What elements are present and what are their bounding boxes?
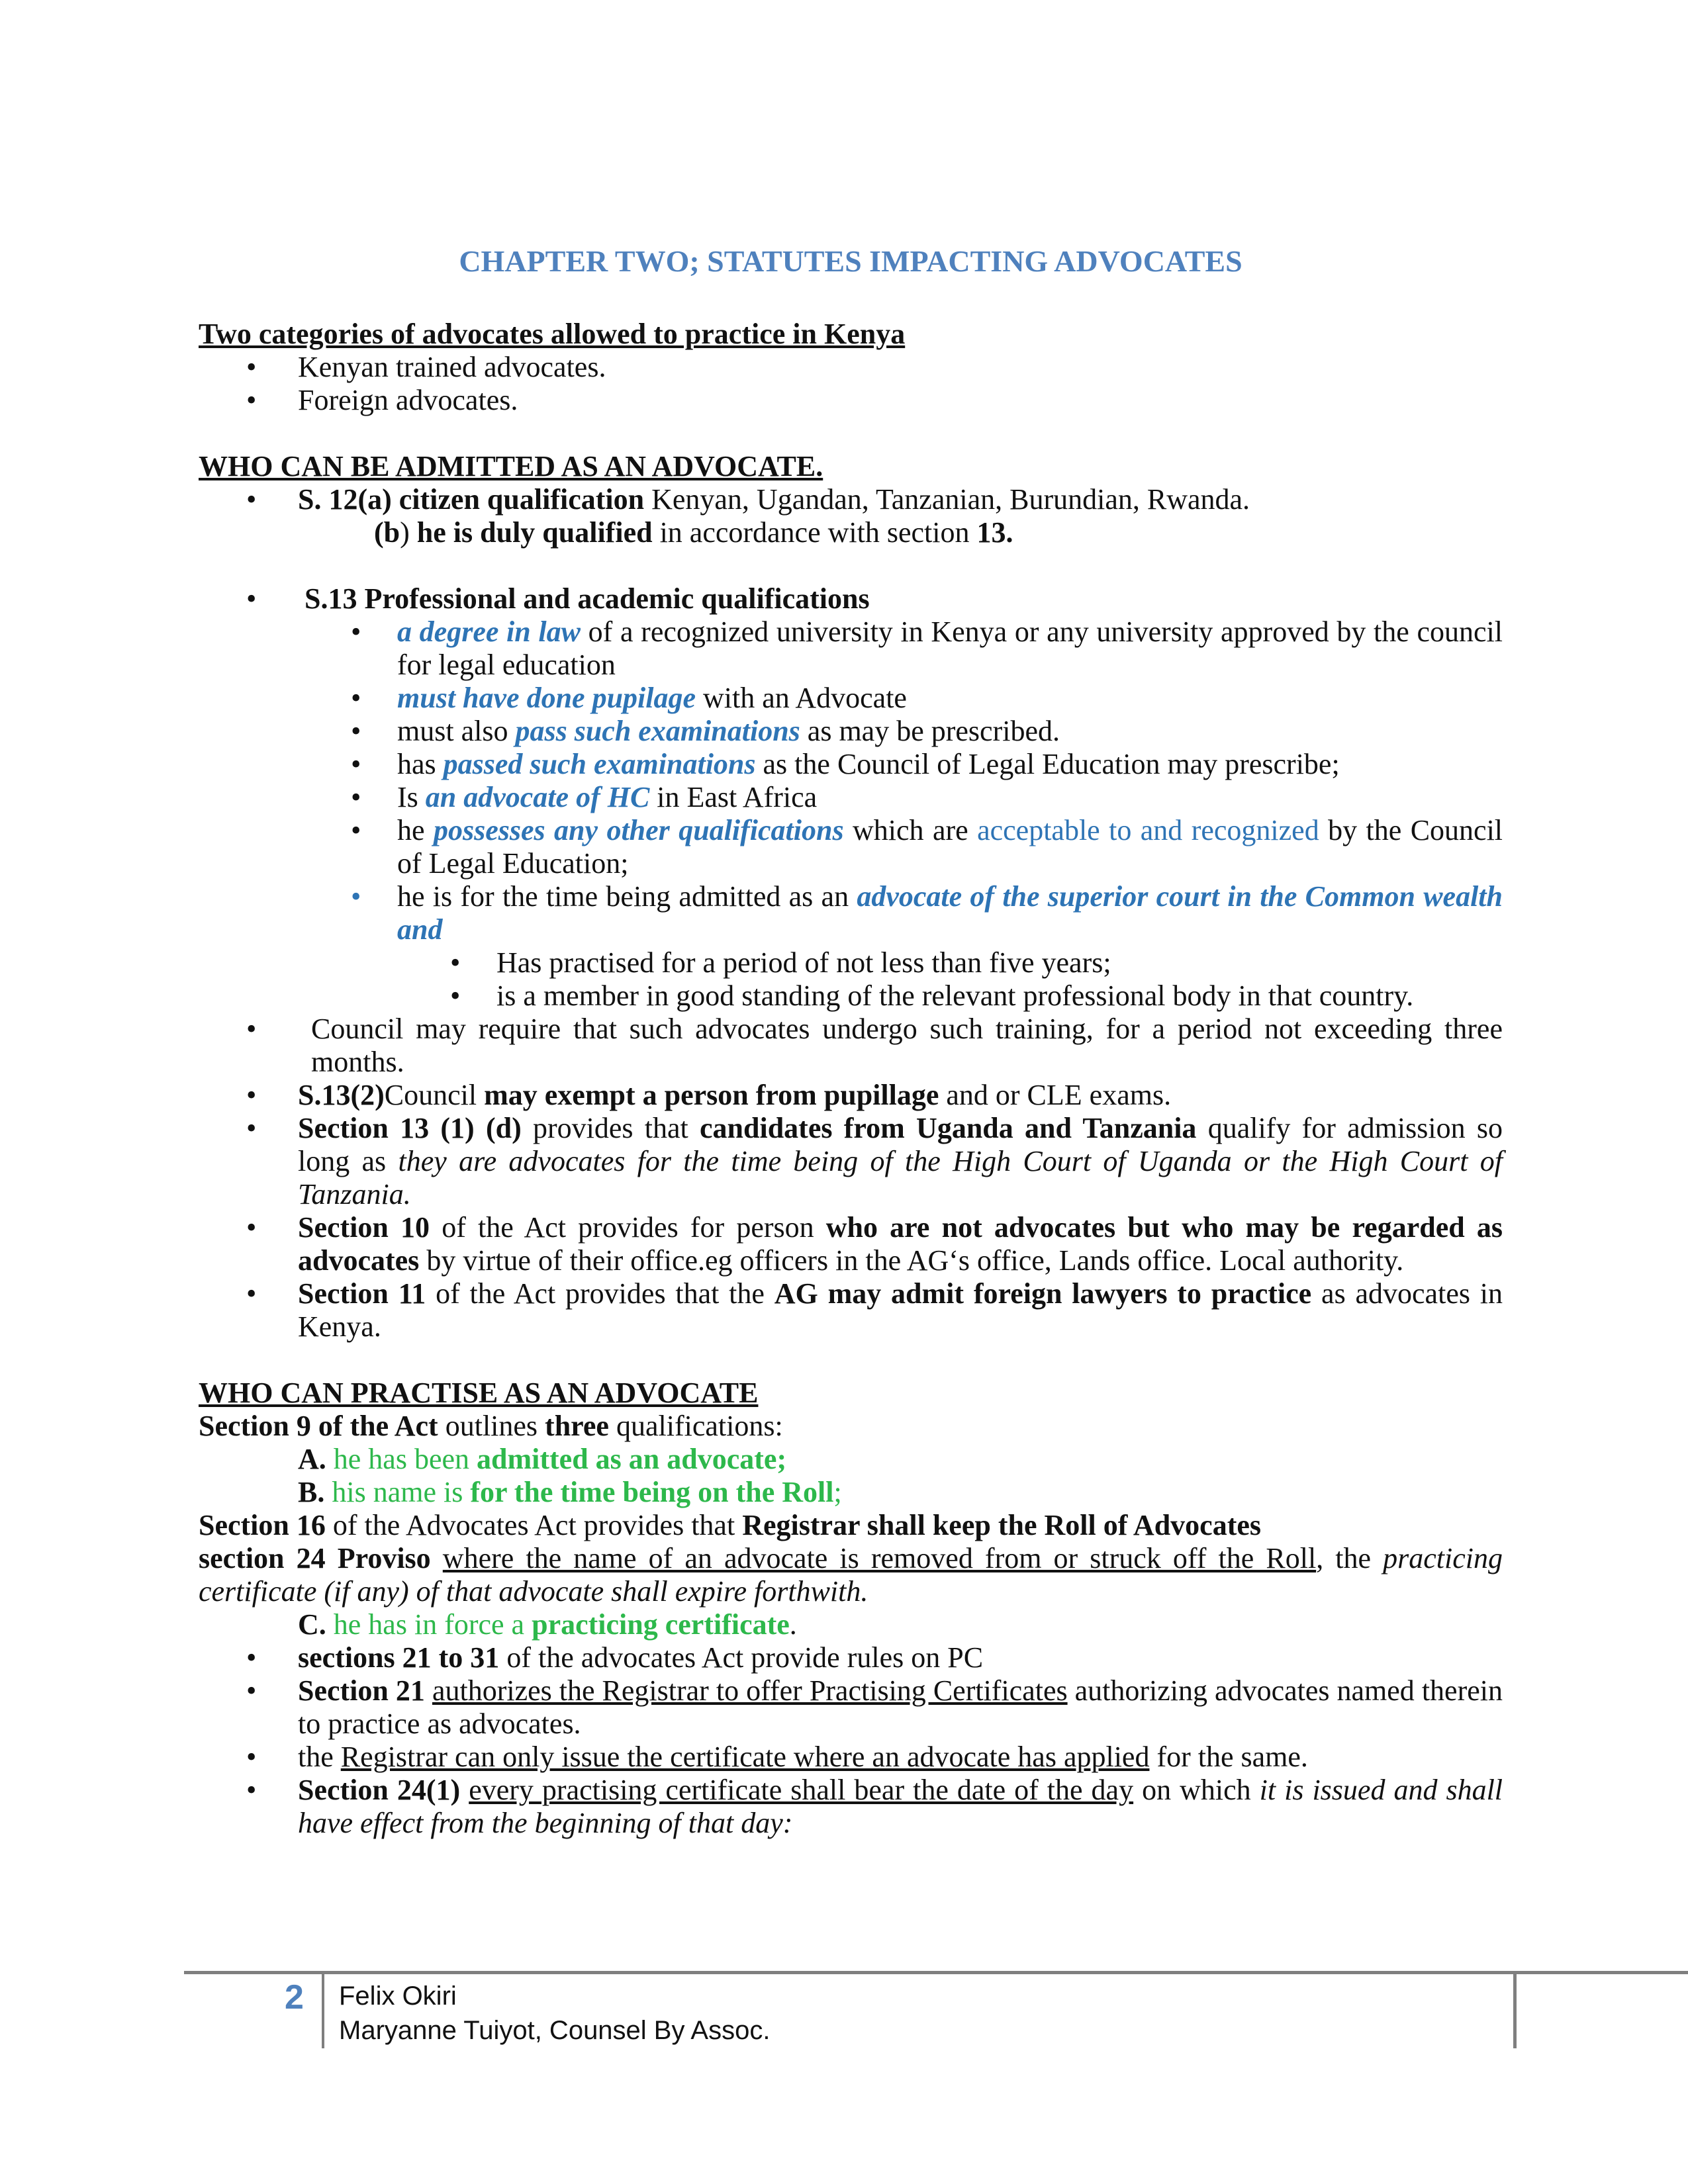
s21-31-item: • sections 21 to 31 of the advocates Act provide rules on PC xyxy=(199,1641,1503,1674)
s12b-line: (b) he is duly qualified in accordance with section 13. xyxy=(374,516,1013,549)
s10-item: • Section 10 of the Act provides for person who are not advocates but who may be regarded as advocates by virtue of their office.eg officers in the AG‘s office, Lands office. Local authority. xyxy=(199,1211,1503,1277)
s21-item: • Section 21 authorizes the Registrar to offer Practising Certificates authorizing advocates named therein to practice as advocates. xyxy=(199,1674,1503,1741)
page-number: 2 xyxy=(285,1978,304,2017)
qualification-item: • he possesses any other qualifications which are acceptable to and recognized by the Council of Legal Education; xyxy=(199,814,1503,880)
s9-line: Section 9 of the Act outlines three qualifications: xyxy=(199,1410,783,1442)
pc-rules-list xyxy=(199,1641,1503,1840)
qualification-item: • must have done pupilage with an Advocate xyxy=(199,682,1503,715)
section-heading-categories: Two categories of advocates allowed to practice in Kenya xyxy=(199,318,906,350)
qualification-item: • has passed such examinations as the Council of Legal Education may prescribe; xyxy=(199,748,1503,781)
qual-a-line: A. he has been admitted as an advocate; xyxy=(298,1443,787,1475)
qualification-item: • must also pass such examinations as may be prescribed. xyxy=(199,715,1503,748)
footer-rule xyxy=(184,1971,1688,1974)
s16-line: Section 16 of the Advocates Act provides that Registrar shall keep the Roll of Advocates xyxy=(199,1509,1261,1541)
sub-qualification-item: • is a member in good standing of the relevant professional body in that country. xyxy=(199,979,1503,1013)
footer-author-2: Maryanne Tuiyot, Counsel By Assoc. xyxy=(339,2016,771,2045)
qualification-item: • he is for the time being admitted as an advocate of the superior court in the Common wealth and xyxy=(199,880,1503,946)
footer-right-bar xyxy=(1513,1974,1517,2048)
s24-1-item: • Section 24(1) every practising certificate shall bear the date of the day on which it is issued and shall have effect from the beginning of that day: xyxy=(199,1774,1503,1840)
s13-list xyxy=(199,582,1503,1343)
s11-item: • Section 11 of the Act provides that the AG may admit foreign lawyers to practice as advocates in Kenya. xyxy=(199,1277,1503,1343)
admission-list xyxy=(199,483,1503,516)
list-item: • Foreign advocates. xyxy=(199,384,1503,417)
footer-divider xyxy=(322,1974,324,2048)
s24-proviso-line: section 24 Proviso where the name of an advocate is removed from or struck off the Roll, the practicing certificate (if any) of that advocate shall expire forthwith. xyxy=(199,1542,1503,1608)
qualification-item: • a degree in law of a recognized university in Kenya or any university approved by the council for legal education xyxy=(199,615,1503,682)
qualification-item: • Is an advocate of HC in East Africa xyxy=(199,781,1503,814)
registrar-item: • the Registrar can only issue the certificate where an advocate has applied for the same. xyxy=(199,1741,1503,1774)
council-training-item: • Council may require that such advocates undergo such training, for a period not exceeding three months. xyxy=(199,1013,1503,1079)
s13-1-d-item: • Section 13 (1) (d) provides that candidates from Uganda and Tanzania qualify for admission so long as they are advocates for the time being of the High Court of Uganda or the High Court of Tanzania. xyxy=(199,1112,1503,1211)
chapter-title: CHAPTER TWO; STATUTES IMPACTING ADVOCATES xyxy=(459,244,1243,278)
sub-qualification-item: • Has practised for a period of not less than five years; xyxy=(199,946,1503,979)
section-heading-practise: WHO CAN PRACTISE AS AN ADVOCATE xyxy=(199,1377,759,1409)
page-content xyxy=(199,245,1503,1840)
section-heading-admitted: WHO CAN BE ADMITTED AS AN ADVOCATE. xyxy=(199,450,823,482)
s13-2-item: • S.13(2)Council may exempt a person from pupillage and or CLE exams. xyxy=(199,1079,1503,1112)
footer-author-1: Felix Okiri xyxy=(339,1981,457,2011)
list-item: • Kenyan trained advocates. xyxy=(199,351,1503,384)
qual-b-line: B. his name is for the time being on the Roll; xyxy=(298,1476,842,1508)
footer-authors xyxy=(339,1979,770,2048)
qual-c-line: C. he has in force a practicing certificate. xyxy=(298,1608,797,1641)
s12a-item: • S. 12(a) citizen qualification Kenyan, Ugandan, Tanzanian, Burundian, Rwanda. xyxy=(199,483,1503,516)
categories-list xyxy=(199,351,1503,417)
s13-heading: • S.13 Professional and academic qualifications xyxy=(199,582,1503,615)
